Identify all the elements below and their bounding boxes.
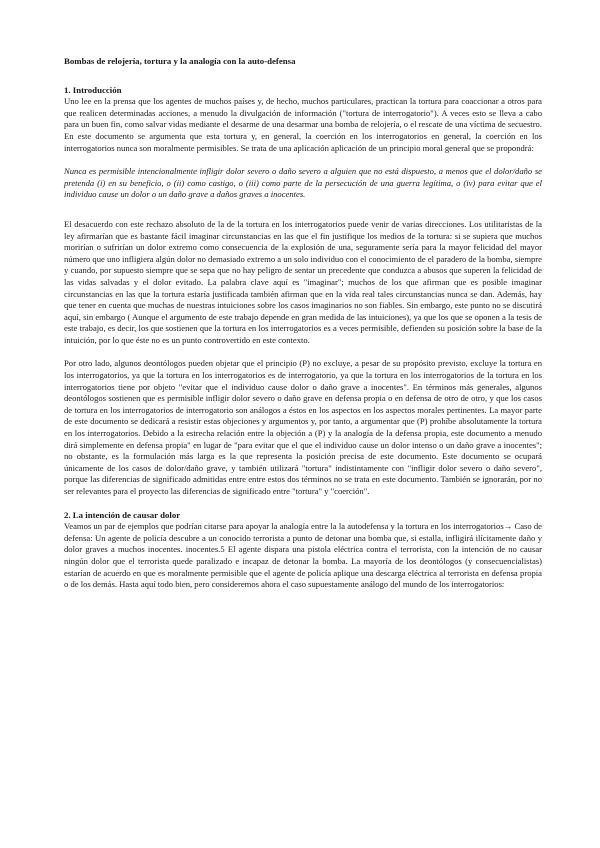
section-1-paragraph-3: Por otro lado, algunos deontólogos pueden objetar que el principio (P) no excluye, a pesar de su propósito previsto, excluye la tortura en los interrogatorios, ya que la tortura en los interrogatorios es de interrogatorio, ya que la tortura en los interrogatorios de la tortura en los interrogatorios tiene por objeto "evitar que el individuo cause dolor o daño grave a inocentes". En términos más generales, algunos deontólogos sostienen que es permisible infligir dolor severo o daño grave en defensa propia o en defensa de otro de otro, y que los casos de tortura en los interrogatorios de interrogatorio son análogos a éstos en los aspectos en los aspectos morales pertinentes. La mayor parte de este documento se dedicará a resistir estas objeciones y argumentos y, por tanto, a argumentar que (P) prohíbe absolutamente la tortura en los interrogatorios. Debido a la estrecha relación entre la objeción a (P) y la analogía de la defensa propia, este documento a menudo dirá simplemente en defensa propia" en lugar de "para evitar que el que el individuo cause un dolor intenso o un daño grave a inocentes"; no obstante, es la formulación más larga es la que representa la posición precisa de este documento. Este documento se ocupará únicamente de los casos de dolor/daño grave, y también utilizará "tortura" indistintamente con "infligir dolor severo o daño severo", porque las diferencias de significado admitidas entre entre estos dos términos no se trata en este documento. También se ignorarán, por no ser relevantes para el proyecto las diferencias de significado entre "tortura" y "coerción". [64,358,542,496]
section-1-paragraph-2: El desacuerdo con este rechazo absoluto de la de la tortura en los interrogatorios puede venir de varias direcciones. Los utilitaristas de la ley afirmarían que es bastante fácil imaginar circunstancias en las que el fin justifique los medios de la tortura: si se supiera que muchos morirían o sufrirían un dolor extremo como consecuencia de la explosión de una, seguramente sería para la mayor felicidad del mayor número que uno infligiera algún dolor no demasiado extremo a un solo individuo con el conocimiento de el paradero de la bomba, siempre y cuando, por supuesto siempre que se sepa que no hay peligro de sentar un precedente que conduzca a abusos que superen la felicidad de las vidas salvadas y el dolor evitado. La palabra clave aquí es "imaginar"; muchos de los que afirman que es posible imaginar circunstancias en las que la tortura estaría justificada también afirman que en la vida real tales circunstancias nunca se dan. Además, hay que tener en cuenta que muchas de nuestras intuiciones sobre los casos imaginarios no son fiables. Sin embargo, este punto no se discutirá aquí, sin embargo ( Aunque el argumento de este trabajo depende en gran medida de las intuiciones), ya que los que se oponen a la tesis de este trabajo, es decir, los que sostienen que la tortura en los interrogatorios es a veces permisible, defienden su posición sobre la base de la intuición, por lo que éste no es un punto controvertido en este contexto. [64,218,542,345]
document-title: Bombas de relojería, tortura y la analogía con la auto-defensa [64,56,296,66]
section-2-heading: 2. La intención de causar dolor [64,509,181,520]
section-1-intro-paragraph: Uno lee en la prensa que los agentes de muchos países y, de hecho, muchos particulares, practican la tortura para coaccionar a otros para que realicen determinadas acciones, a menudo la divulgación de información ("tortura de interrogatorio"). A veces esto se lleva a cabo para un buen fin, como salvar vidas mediante el desarme de una desarmar una bomba de relojería, o el rescate de una víctima de secuestro. En este documento se argumenta que esta tortura y, en general, la coerción en los interrogatorios en general, la coerción en los interrogatorios nunca son moralmente permisibles. Se trata de una aplicación aplicación de un principio moral general que se propondrá: [64,96,542,153]
principle-statement: Nunca es permisible intencionalmente infligir dolor severo o daño severo a alguien que no está dispuesto, a menos que el dolor/daño se pretenda (i) en su beneficio, o (ii) como castigo, o (iii) como parte de la persecución de una guerra legítima, o (iv) para evitar que el individuo cause un dolor o un daño grave a daños graves a inocentes. [64,166,542,200]
section-1-heading: 1. Introducción [64,84,122,95]
document-page [64,56,542,603]
section-2-paragraph-1: Veamos un par de ejemplos que podrían citarse para apoyar la analogía entre la la autodefensa y la tortura en los interrogatorios→ Caso de defensa: Un agente de policía descubre a un conocido terrorista a punto de detonar una bomba que, si estalla, infligirá ilícitamente daño y dolor graves a muchos inocentes. inocentes.5 El agente dispara una pistola eléctrica contra el terrorista, con la intención de no causar ningún dolor que el terrorista quede paralizado e incapaz de detonar la bomba. La mayoría de los deontólogos (y consecuencialistas) estarían de acuerdo en que es moralmente permisible que el agente de policía aplique una descarga eléctrica al terrorista en defensa propia o de los demás. Hasta aquí todo bien, pero consideremos ahora el caso supuestamente análogo del mundo de los interrogatorios: [64,521,542,590]
